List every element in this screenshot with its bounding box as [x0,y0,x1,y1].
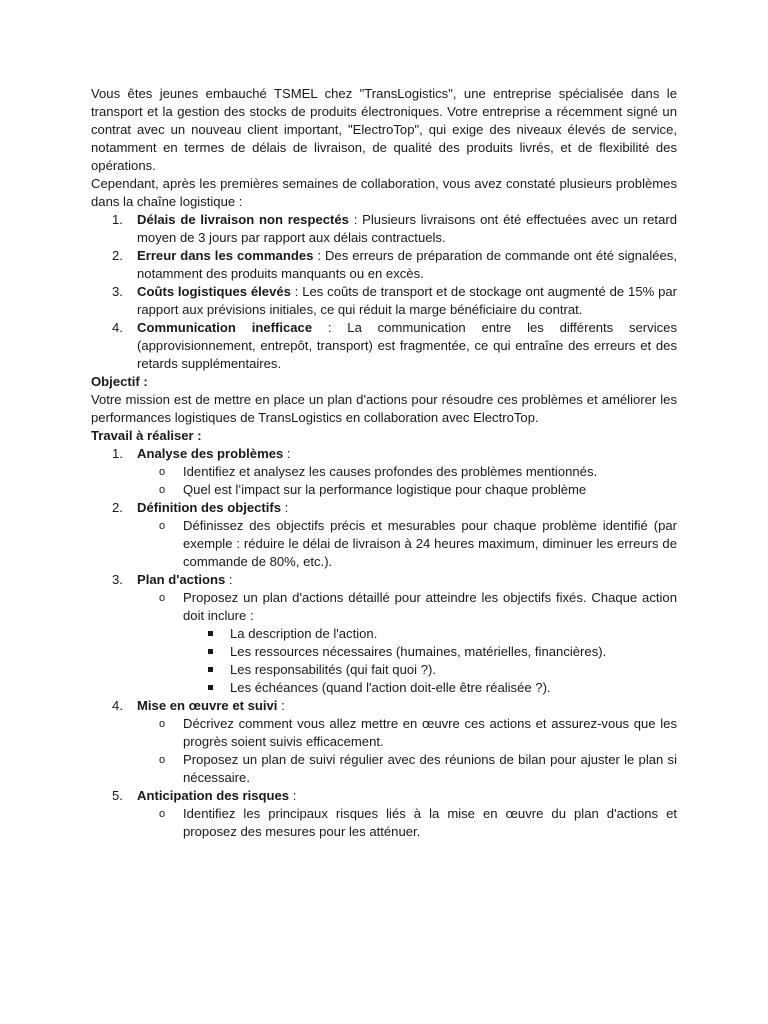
task-title: Définition des objectifs [137,500,282,515]
separator: : [281,500,289,515]
sub-item [137,751,677,787]
problem-text: Les coûts de transport et de stockage ont augmenté de 15% par rapport aux prévisions initiales, ce qui réduit la marge bénéficiaire du contrat. [137,284,677,317]
list-number: 5. [112,788,123,803]
task-sublist [137,463,677,499]
separator: : [348,212,363,227]
problem-title: Délais de livraison non respectés [137,212,349,227]
detail-text: La description de l'action. [230,626,378,641]
circle-bullet-icon: o [159,718,166,730]
intro-paragraph: Vous êtes jeunes embauché TSMEL chez "TransLogistics", une entreprise spécialisée dans le transport et la gestion des stocks de produits électroniques. Votre entreprise a récemment signé un contrat avec un nouveau client important, "ElectroTop", qui exige des niveaux élevés de service, notamment en termes de délais de livraison, de qualité des produits livrés, et de flexibilité des opérations. [91,86,677,173]
list-number: 3. [112,284,123,299]
task-title: Mise en œuvre et suivi [137,698,278,713]
problem-text: Des erreurs de préparation de commande ont été signalées, notamment des produits manquants ou en excès. [137,248,677,281]
sub-item-text: Décrivez comment vous allez mettre en œuvre ces actions et assurez-vous que les progrès soient suivis efficacement. [183,716,677,749]
sub-item [137,805,677,841]
action-details-list [183,625,677,697]
task-title: Analyse des problèmes [137,446,284,461]
square-bullet-icon [208,649,213,654]
sub-item-text: Définissez des objectifs précis et mesurables pour chaque problème identifié (par exemple : réduire le délai de livraison à 24 heures maximum, diminuer les erreurs de commande de 80%, etc.). [183,518,677,569]
task-sublist [137,589,677,697]
list-number: 3. [112,572,123,587]
square-bullet-icon [208,685,213,690]
sub-item [137,589,677,697]
objective-text: Votre mission est de mettre en place un plan d'actions pour résoudre ces problèmes et améliorer les performances logistiques de TransLogistics en collaboration avec ElectroTop. [91,392,677,425]
detail-item [183,625,677,643]
task-item [91,499,677,571]
task-title: Plan d'actions [137,572,226,587]
problem-item [91,247,677,283]
detail-text: Les responsabilités (qui fait quoi ?). [230,662,436,677]
problem-item [91,211,677,247]
task-sublist [137,517,677,571]
problem-text: La communication entre les différents services (approvisionnement, entrepôt, transport) est fragmentée, ce qui entraîne des erreurs et des retards supplémentaires. [137,320,677,371]
list-number: 2. [112,500,123,515]
circle-bullet-icon: o [159,484,166,496]
circle-bullet-icon: o [159,808,166,820]
detail-item [183,661,677,679]
context-paragraph: Cependant, après les premières semaines de collaboration, vous avez constaté plusieurs problèmes dans la chaîne logistique : [91,176,677,209]
problem-text: Plusieurs livraisons ont été effectuées avec un retard moyen de 3 jours par rapport aux délais contractuels. [137,212,677,245]
separator: : [290,284,303,299]
separator: : [283,446,291,461]
sub-item [137,463,677,481]
list-number: 1. [112,446,123,461]
sub-item [137,715,677,751]
sub-item-text: Identifiez et analysez les causes profondes des problèmes mentionnés. [183,464,598,479]
list-number: 4. [112,320,123,335]
list-number: 1. [112,212,123,227]
detail-text: Les ressources nécessaires (humaines, matérielles, financières). [230,644,607,659]
separator: : [289,788,297,803]
separator: : [277,698,285,713]
sub-item-text: Proposez un plan d'actions détaillé pour atteindre les objectifs fixés. Chaque action doit inclure : [183,590,677,623]
task-sublist [137,715,677,787]
problem-item [91,283,677,319]
task-item [91,445,677,499]
circle-bullet-icon: o [159,592,166,604]
problem-item [91,319,677,373]
detail-item [183,643,677,661]
problems-list [91,211,677,373]
circle-bullet-icon: o [159,520,166,532]
sub-item-text: Proposez un plan de suivi régulier avec des réunions de bilan pour ajuster le plan si nécessaire. [183,752,677,785]
detail-item [183,679,677,697]
problem-title: Communication inefficace [137,320,313,335]
circle-bullet-icon: o [159,466,166,478]
separator: : [313,248,325,263]
task-item [91,697,677,787]
document-page [91,85,677,841]
sub-item-text: Identifiez les principaux risques liés à la mise en œuvre du plan d'actions et proposez des mesures pour les atténuer. [183,806,677,839]
square-bullet-icon [208,631,213,636]
sub-item [137,517,677,571]
detail-text: Les échéances (quand l'action doit-elle être réalisée ?). [230,680,551,695]
problem-title: Erreur dans les commandes [137,248,314,263]
work-heading: Travail à réaliser : [91,428,202,443]
problem-title: Coûts logistiques élevés [137,284,291,299]
list-number: 2. [112,248,123,263]
list-number: 4. [112,698,123,713]
circle-bullet-icon: o [159,754,166,766]
task-title: Anticipation des risques [137,788,290,803]
sub-item [137,481,677,499]
separator: : [225,572,233,587]
square-bullet-icon [208,667,213,672]
tasks-list [91,445,677,841]
task-item [91,787,677,841]
objective-heading: Objectif : [91,374,148,389]
task-sublist [137,805,677,841]
task-item [91,571,677,697]
separator: : [312,320,348,335]
sub-item-text: Quel est l’impact sur la performance logistique pour chaque problème [183,482,587,497]
